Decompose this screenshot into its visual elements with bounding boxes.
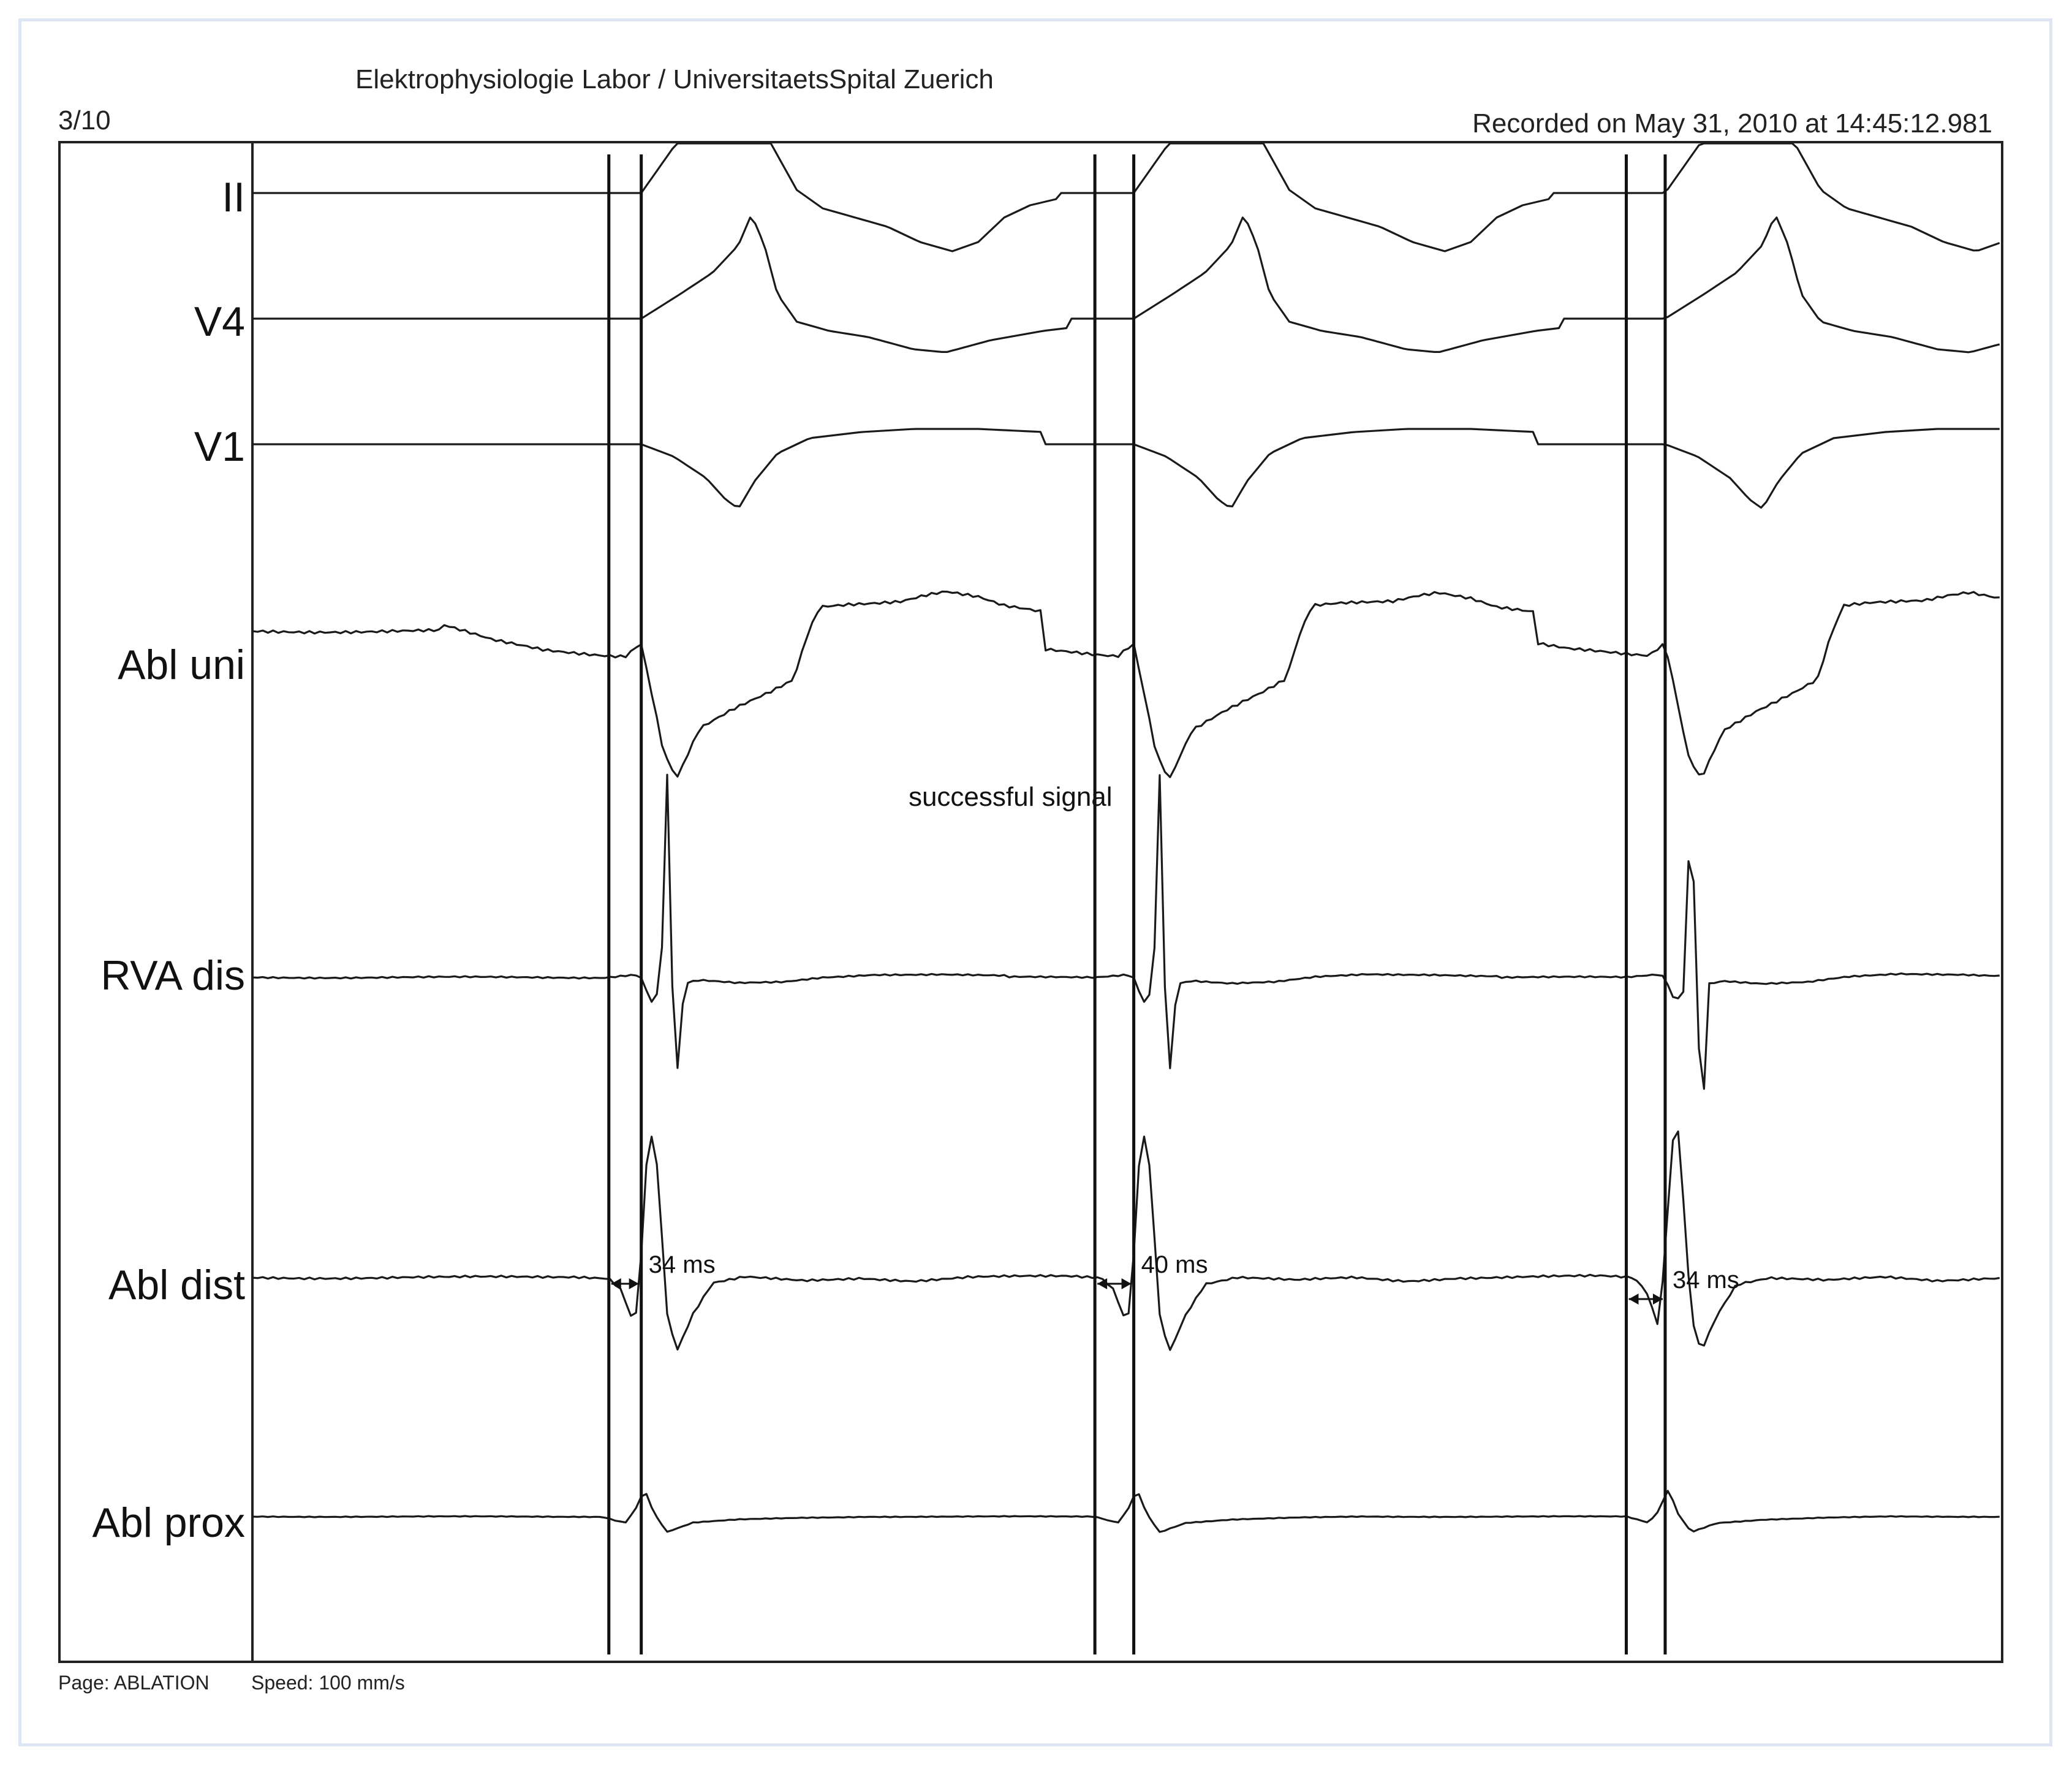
trace-rva-dis xyxy=(252,775,2000,1089)
lead-label-v1: V1 xyxy=(194,423,245,470)
trace-v4 xyxy=(252,218,2000,352)
trace-abl-dist xyxy=(252,1131,2000,1350)
annotation-successful-signal: successful signal xyxy=(908,782,1113,812)
lab-title: Elektrophysiologie Labor / UniversitaetsSpital Zuerich xyxy=(355,64,994,94)
trace-v1 xyxy=(252,429,2000,508)
recording-timestamp: Recorded on May 31, 2010 at 14:45:12.981 xyxy=(1472,108,1992,138)
plot-frame xyxy=(59,142,2002,1662)
lead-label-abl-uni: Abl uni xyxy=(118,642,245,688)
measurement-arrowhead-left-1 xyxy=(611,1278,621,1289)
lead-label-abl-dist: Abl dist xyxy=(108,1262,245,1308)
measurement-label-3: 34 ms xyxy=(1672,1267,1739,1294)
lead-label-ii: II xyxy=(222,174,245,221)
lead-label-rva-dis: RVA dis xyxy=(100,952,245,999)
trace-abl-prox xyxy=(252,1491,2000,1532)
trace-abl-uni xyxy=(252,591,2000,777)
lead-label-abl-prox: Abl prox xyxy=(92,1499,245,1546)
footer-page-label: Page: ABLATION xyxy=(58,1672,210,1694)
page-number: 3/10 xyxy=(58,105,111,135)
measurement-label-1: 34 ms xyxy=(648,1251,716,1278)
measurement-arrowhead-left-3 xyxy=(1628,1294,1638,1305)
trace-ii xyxy=(252,143,2000,251)
lead-label-v4: V4 xyxy=(194,298,245,345)
measurement-label-2: 40 ms xyxy=(1141,1251,1208,1278)
footer-speed-label: Speed: 100 mm/s xyxy=(251,1672,405,1694)
